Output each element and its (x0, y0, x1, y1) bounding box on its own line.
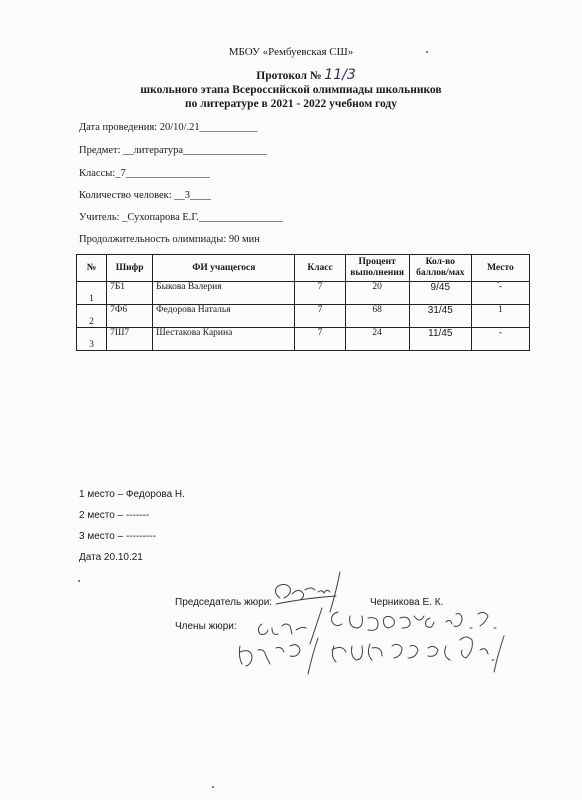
cell-place: - (471, 328, 529, 351)
col-score: Кол-во баллов/мах (409, 255, 471, 282)
field-subject: Предмет: __литература________________ (79, 145, 267, 156)
cell-score: 11/45 (409, 328, 471, 351)
field-date: Дата проведения: 20/10/.21___________ (79, 122, 258, 133)
col-class: Класс (295, 255, 345, 282)
col-percent: Процент выполнения (345, 255, 409, 282)
cell-place: 1 (471, 305, 529, 328)
protocol-title-line2: школьного этапа Всероссийской олимпиады школьников (140, 84, 442, 96)
protocol-label: Протокол № (256, 70, 322, 82)
cell-code: 7Ф6 (107, 305, 153, 328)
jury-chair-name: Черникова Е. К. (370, 597, 444, 608)
cell-num: 1 (77, 282, 107, 305)
cell-class: 7 (295, 282, 345, 305)
sign-date: Дата 20.10.21 (79, 552, 143, 563)
paper-speck (212, 786, 214, 788)
cell-score: 31/45 (409, 305, 471, 328)
col-place: Место (471, 255, 529, 282)
paper-speck (78, 580, 80, 582)
cell-score: 9/45 (409, 282, 471, 305)
cell-percent: 20 (345, 282, 409, 305)
col-name: ФИ учащегося (153, 255, 295, 282)
paper-speck (426, 51, 428, 53)
member1-signature (258, 608, 496, 644)
cell-num: 2 (77, 305, 107, 328)
cell-name: Быкова Валерия (153, 282, 295, 305)
cell-place: - (471, 282, 529, 305)
cell-name: Шестакова Карина (153, 328, 295, 351)
col-code: Шифр (107, 255, 153, 282)
paper-speck (497, 281, 499, 283)
field-classes: Классы:_7________________ (79, 168, 210, 179)
cell-num: 3 (77, 328, 107, 351)
member2-signature (239, 636, 504, 674)
cell-code: 7Ш7 (107, 328, 153, 351)
place-third: 3 место – --------- (79, 531, 156, 542)
cell-percent: 68 (345, 305, 409, 328)
field-count: Количество человек: __3____ (79, 190, 212, 201)
place-second: 2 место – ------- (79, 510, 150, 521)
protocol-number-handwritten: 11/3 (324, 67, 356, 83)
cell-class: 7 (295, 305, 345, 328)
field-teacher: Учитель: _Сухопарова Е.Г.________________ (79, 212, 283, 223)
field-duration: Продолжительность олимпиады: 90 мин (79, 234, 260, 245)
jury-chair-label: Председатель жюри: (175, 597, 273, 608)
cell-code: 7Б1 (107, 282, 153, 305)
cell-name: Федорова Наталья (153, 305, 295, 328)
place-first: 1 место – Федорова Н. (79, 489, 185, 500)
protocol-title-line3: по литературе в 2021 - 2022 учебном году (185, 98, 397, 110)
school-name: МБОУ «Рембуевская СШ» (228, 46, 354, 58)
cell-class: 7 (295, 328, 345, 351)
cell-percent: 24 (345, 328, 409, 351)
col-num: № (77, 255, 107, 282)
chair-signature (275, 572, 340, 612)
jury-members-label: Члены жюри: (175, 621, 237, 632)
